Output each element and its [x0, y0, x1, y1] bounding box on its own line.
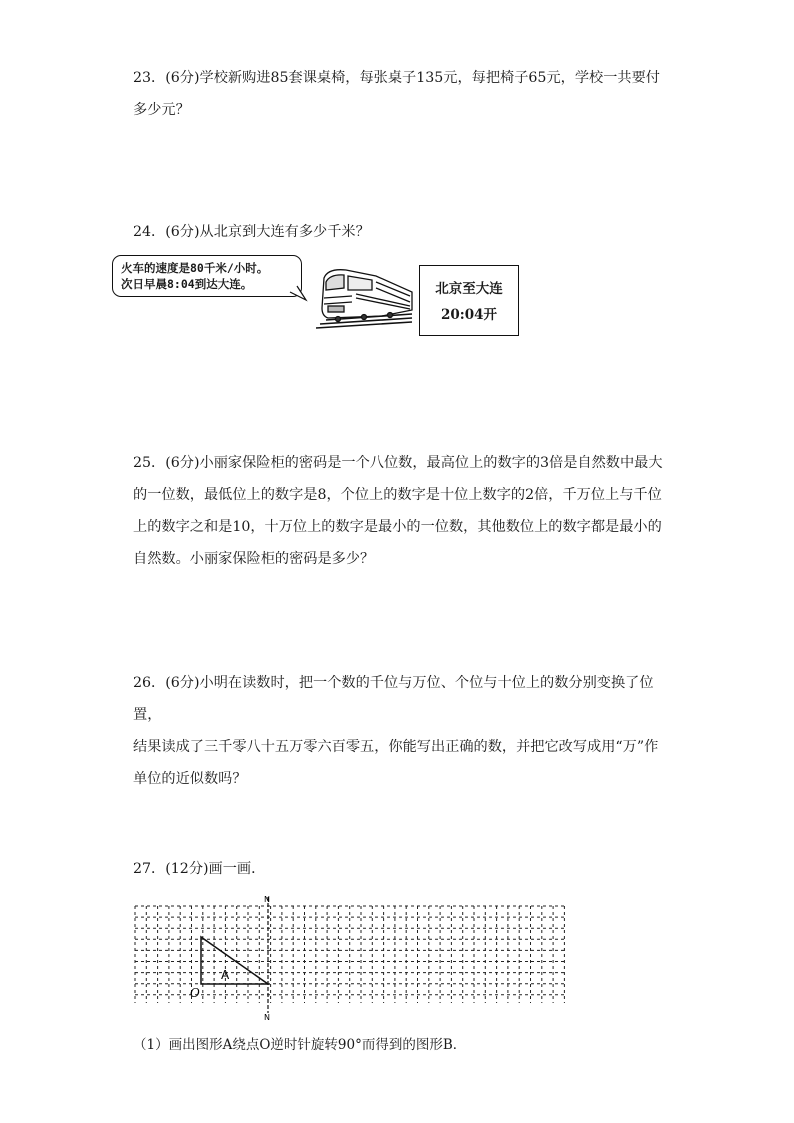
- q25-line1: 25．(6分)小丽家保险柜的密码是一个八位数，最高位上的数字的3倍是自然数中最大: [133, 455, 663, 471]
- question-26: [133, 667, 668, 795]
- sign-time: 20:04开: [440, 307, 498, 323]
- question-24: [133, 216, 668, 248]
- shape-label-a: A: [221, 968, 230, 982]
- bubble-line2: 次日早晨8:04到达大连。: [121, 277, 253, 291]
- bubble-tail-icon: [0, 0, 794, 400]
- bubble-line1: 火车的速度是80千米/小时。: [121, 261, 269, 275]
- departure-sign: [419, 265, 519, 336]
- drawing-grid: [133, 893, 569, 1023]
- q25-line2: 的一位数，最低位上的数字是8，个位上的数字是十位上数字的2倍，千万位上与千位: [133, 487, 662, 503]
- train-icon: [316, 264, 416, 330]
- question-27: [133, 853, 668, 885]
- origin-label: O: [190, 986, 200, 1000]
- triangle-a: [201, 937, 268, 984]
- q25-line3: 上的数字之和是10，十万位上的数字是最小的一位数，其他数位上的数字都是最小的: [133, 519, 662, 535]
- sign-route: 北京至大连: [435, 281, 503, 297]
- axis-bottom-label: N: [264, 1013, 270, 1022]
- q25-line4: 自然数。小丽家保险柜的密码是多少？: [133, 551, 375, 567]
- q26-line1: 26．(6分)小明在读数时，把一个数的千位与万位、个位与十位上的数分别变换了位置，: [133, 675, 654, 723]
- q26-line3: 单位的近似数吗？: [133, 771, 247, 787]
- q23-line2: 多少元？: [133, 102, 190, 118]
- question-23: [133, 62, 668, 126]
- speech-bubble: [112, 255, 302, 297]
- q23-line1: 23．(6分)学校新购进85套课桌椅，每张桌子135元，每把椅子65元，学校一共要付: [133, 70, 660, 86]
- q26-line2: 结果读成了三千零八十五万零六百零五，你能写出正确的数，并把它改写成用“万”作: [133, 739, 659, 755]
- q27-subquestion-1: （1）画出图形A绕点O逆时针旋转90°而得到的图形B．: [133, 1037, 467, 1053]
- axis-top-label: N: [264, 895, 270, 904]
- q24-line1: 24．(6分)从北京到大连有多少千米？: [133, 224, 370, 240]
- question-25: [133, 447, 668, 575]
- q27-line1: 27．(12分)画一画．: [133, 861, 266, 877]
